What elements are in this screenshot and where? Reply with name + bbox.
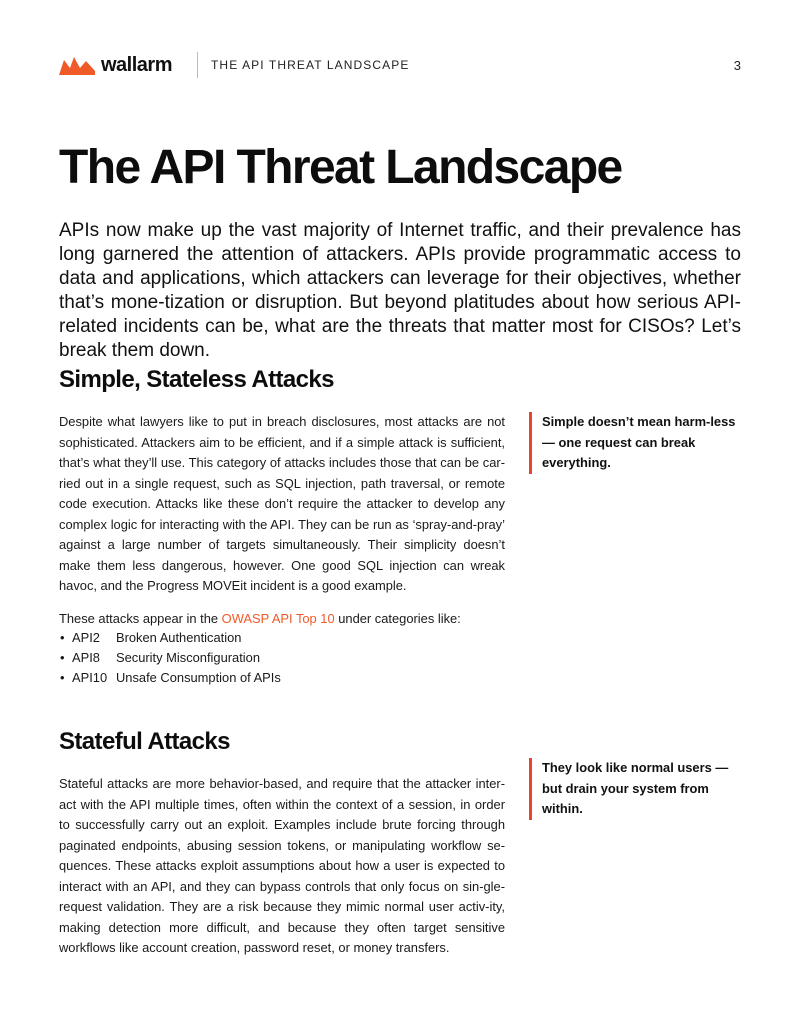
category-label: Unsafe Consumption of APIs (116, 670, 281, 685)
list-item (59, 668, 281, 688)
header-section-title: THE API THREAT LANDSCAPE (211, 58, 410, 72)
list-item (59, 628, 281, 648)
page-title: The API Threat Landscape (59, 141, 622, 194)
page-header (59, 52, 741, 80)
callout-stateless: Simple doesn’t mean harm-less — one request can break everything. (529, 412, 742, 474)
page-number: 3 (733, 58, 741, 73)
category-code: API2 (72, 630, 100, 645)
logo-wordmark: wallarm (101, 54, 172, 76)
intro-paragraph: APIs now make up the vast majority of Internet traffic, and their prevalence has long garnered the attention of attackers. APIs provide programmatic access to data and applications, which attackers can leverage for their objectives, whether that’s mone-tization or disruption. But beyond platitudes about how serious API-related incidents can be, what are the threats that matter most for CISOs? Let’s break them down. (59, 220, 741, 361)
category-code: API8 (72, 650, 100, 665)
category-label: Security Misconfiguration (116, 650, 261, 665)
header-divider (197, 52, 198, 78)
owasp-lead-text (59, 611, 461, 626)
wallarm-logo[interactable] (59, 54, 172, 77)
section-body-stateful: Stateful attacks are more behavior-based, and require that the attacker inter-act with the API multiple times, often within the context of a session, in order to successfully carry out an exploit. Examples include brute forcing through paginated endpoints, abusing session tokens, or manipulating workflow se-quences. These attacks exploit assumptions about how a user is expected to interact with an API, and they can bypass controls that only focus on sin-gle-request validation. They are a risk because they mimic normal user activ-ity, making detection more difficult, and because they often target sensitive workflows like account creation, password reset, or money transfers. (59, 776, 505, 955)
category-code: API10 (72, 670, 108, 685)
callout-stateful: They look like normal users — but drain your system from within. (529, 758, 742, 820)
owasp-category-list (59, 628, 281, 688)
section-body-stateless: Despite what lawyers like to put in breach disclosures, most attacks are not sophisticated. Attackers aim to be efficient, and if a simple attack is sufficient, that’s what they’ll use. This category of attacks includes those that can be car-ried out in a single request, such as SQL injection, path traversal, or remote code execution. Attacks like these don’t require the attacker to develop any complex logic for interacting with the API. They can be run as ‘spray-and-pray’ against a large number of targets simultaneously. Their simplicity doesn’t make them less dangerous, however. One good SQL injection can wreak havoc, and the Progress MOVEit incident is a good example. (59, 414, 505, 593)
section-heading-stateless: Simple, Stateless Attacks (59, 366, 334, 393)
list-item (59, 648, 281, 668)
wallarm-flame-icon (59, 57, 95, 75)
category-label: Broken Authentication (116, 630, 242, 645)
section-heading-stateful: Stateful Attacks (59, 728, 230, 755)
owasp-api-top10-link[interactable]: OWASP API Top 10 (221, 611, 335, 626)
lead-text-before: These attacks appear in the (59, 611, 222, 626)
lead-text-after: under categories like: (334, 611, 461, 626)
